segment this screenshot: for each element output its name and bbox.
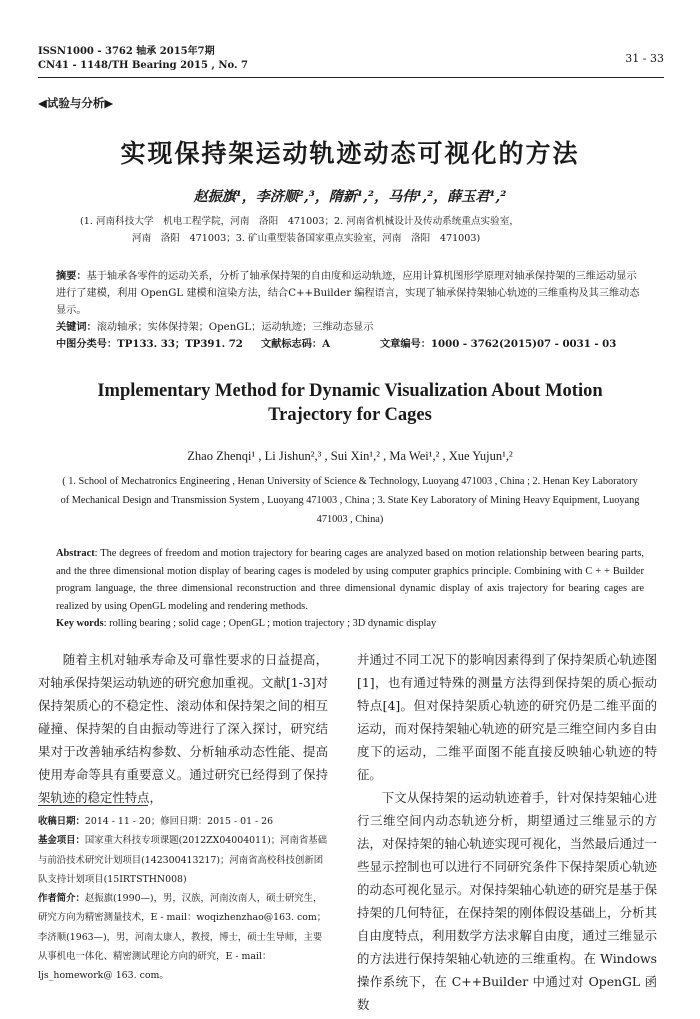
page-range: 31 - 33 — [625, 52, 664, 65]
english-title-line-2: Trajectory for Cages — [268, 405, 432, 425]
english-abstract-block — [56, 545, 644, 633]
footnote-fund — [38, 831, 330, 889]
english-abstract-text: : The degrees of freedom and motion trajectory for bearing cages are analyzed based on motion relationship between bearing parts, and the three dimensional motion display of bearing cages is modeled by using computer graphics principle. Combining with C + + Builder program language, the three dimensional reconstruction and three dimensional dynamic display of axis trajectory for bearing cages are realized by using OpenGL modeling and rendering methods. — [56, 548, 644, 612]
article-number: 文章编号：1000 - 3762(2015)07 - 0031 - 03 — [380, 338, 617, 350]
cn-line: CN41 - 1148/TH Bearing 2015 , No. 7 — [38, 60, 248, 71]
footnote-divider — [38, 805, 148, 806]
header-divider — [38, 77, 664, 78]
chinese-abstract-block — [56, 268, 644, 353]
fund-text: 国家重大科技专项课题(2012ZX04004011)；河南省基础与前沿技术研究计划项目(142300413217)；河南省高校科技创新团队支持计划项目(15IRTSTHN008) — [38, 835, 327, 885]
body-paragraph: 并通过不同工况下的影响因素得到了保持架质心轨迹图[1]，也有通过特殊的测量方法得到保持架的质心振动特点[4]。但对保持架质心轨迹的研究仍是二维平面的运动，而对保持架轴心轨迹的研究是三维空间内多自由度下的运动，二维平面图不能直接反映轴心轨迹的特征。 — [357, 652, 657, 782]
footnote-dates — [38, 812, 330, 831]
keywords-label: 关键词： — [56, 321, 97, 333]
footnotes — [38, 812, 330, 986]
body-paragraph: 下文从保持架的运动轨迹着手，针对保持架轴心进行三维空间内动态轨迹分析，期望通过三维显示的方法，对保持架的轴心轨迹实现可视化，当然最后通过一些显示控制也可以进行不同研究条件下保持架质心轨迹的动态可视化显示。对保持架轴心轨迹的研究是基于保持架的几何特征，在保持架的刚体假设基础上，分析其自由度特点，利用数学方法求解自由度，通过三维显示的方法进行保持架轴心轨迹的三维重构。在 Windows 操作系统下，在 C++Builder 中通过对 OpenGL 函数 — [357, 790, 657, 1012]
english-keywords — [56, 615, 644, 633]
english-abstract — [56, 545, 644, 615]
chinese-title: 实现保持架运动轨迹动态可视化的方法 — [120, 139, 580, 168]
fund-label: 基金项目： — [38, 835, 85, 847]
english-keywords-text: : rolling bearing ; solid cage ; OpenGL ; motion trajectory ; 3D dynamic display — [103, 618, 437, 630]
english-abstract-label: Abstract — [56, 548, 95, 559]
chinese-keywords — [56, 319, 644, 336]
author-text: 赵振旗(1990—)，男，汉族，河南汝南人，硕士研究生，研究方向为精密测量技术，E - mail：woqizhenzhao@163. com；李济顺(1963—)，男，河南太康人，教授，博士，硕士生导师，主要从事机电一体化、精密测试理论方向的研究，E - mail：ljs_homework@ 163. com。 — [38, 893, 327, 982]
abstract-label: 摘要： — [56, 270, 87, 282]
dates-text: 2014 - 11 - 20；修回日期：2015 - 01 - 26 — [84, 816, 274, 827]
chinese-abstract — [56, 268, 644, 319]
english-title — [0, 379, 700, 427]
body-paragraph: 随着主机对轴承寿命及可靠性要求的日益提高，对轴承保持架运动轨迹的研究愈加重视。文献[1-3]对保持架质心的不稳定性、滚动体和保持架之间的相互碰撞、保持架的自由振动等进行了深入探讨，研究结果对于改善轴承结构参数、分析轴承动态性能、提高使用寿命等具有重要意义。通过研究已经得到了保持架轨迹的稳定性特点， — [38, 652, 328, 805]
english-title-line-1: Implementary Method for Dynamic Visualization About Motion — [97, 381, 603, 401]
abstract-text: 基于轴承各零件的运动关系，分析了轴承保持架的自由度和运动轨迹，应用计算机图形学原理对轴承保持架的三维运动显示进行了建模，利用 OpenGL 建模和渲染方法，结合C++Builder 编程语言，实现了轴承保持架轴心轨迹的三维重构及其三维动态显示。 — [56, 271, 640, 316]
english-keywords-label: Key words — [56, 618, 104, 630]
body-column-right — [357, 648, 657, 1016]
body-column-left — [38, 648, 328, 809]
clc-number: 中图分类号：TP133. 33；TP391. 72 — [56, 338, 243, 350]
author-label: 作者简介： — [38, 893, 85, 905]
issn-line: ISSN1000 - 3762 轴承 2015年7期 — [38, 46, 215, 57]
classification-row — [56, 336, 644, 353]
section-tag: ◀试验与分析▶ — [38, 96, 114, 110]
english-affiliations: ( 1. School of Mechatronics Engineering , Henan University of Science & Technology, Luoyang 471003 , China ; 2. Henan Key Laboratory of Mechanical Design and Transmission System , Luoyang 471003 , China ; 3. State Key Laboratory of Mining Heavy Equipment, Luoyang 471003 , China) — [60, 476, 640, 525]
document-code: 文献标志码：A — [261, 338, 331, 350]
chinese-authors: 赵振旗¹，李济顺²,³，隋新¹,²，马伟¹,²，薛玉君¹,² — [193, 189, 507, 205]
keywords-text: 滚动轴承；实体保持架；OpenGL；运动轨迹；三维动态显示 — [96, 322, 374, 333]
chinese-affiliations — [80, 213, 640, 247]
footnote-author — [38, 889, 330, 985]
dates-label: 收稿日期： — [38, 816, 85, 827]
affiliation-line-1: (1. 河南科技大学 机电工程学院，河南 洛阳 471003；2. 河南省机械设计及传动系统重点实验室， — [80, 216, 519, 227]
english-authors: Zhao Zhenqi¹ , Li Jishun²,³ , Sui Xin¹,² , Ma Wei¹,² , Xue Yujun¹,² — [187, 449, 513, 463]
affiliation-line-2: 河南 洛阳 471003；3. 矿山重型装备国家重点实验室，河南 洛阳 471003) — [132, 233, 481, 244]
